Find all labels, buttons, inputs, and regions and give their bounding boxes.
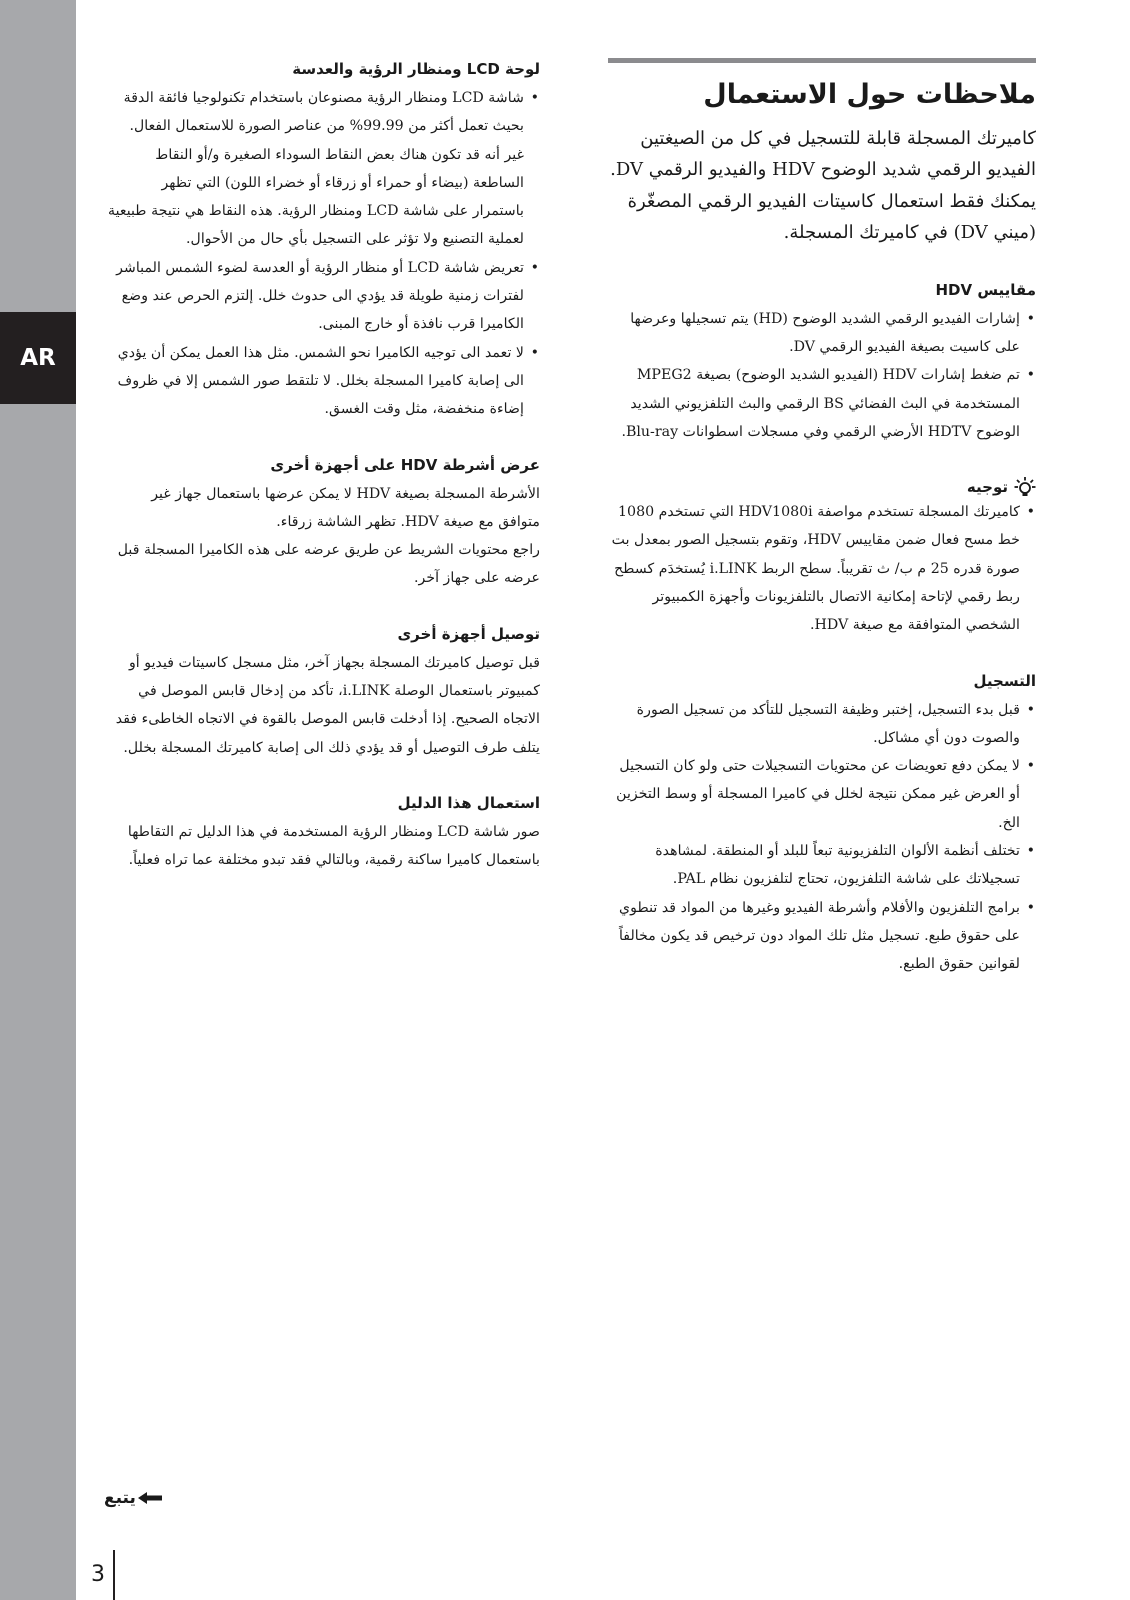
manual-paragraph: صور شاشة LCD ومنظار الرؤية المستخدمة في هذا الدليل تم التقاطها باستعمال كاميرا ساكنة رقمية، وبالتالي فقد تبدو مختلفة عما تراه فعلياً. xyxy=(127,823,540,869)
recording-list xyxy=(608,696,1036,979)
list-item: • تم ضغط إشارات HDV (الفيديو الشديد الوضوح) بصيغة MPEG2 المستخدمة في البث الفضائي BS الرقمي والبث التلفزيوني الشديد الوضوح HDTV الأرضي الرقمي وفي مسجلات اسطوانات Blu-ray. xyxy=(608,361,1036,446)
playback-paragraph-2: راجع محتويات الشريط عن طريق عرضه على هذه الكاميرا المسجلة قبل عرضه على جهاز آخر. xyxy=(117,542,540,587)
connecting-paragraph: قبل توصيل كاميرتك المسجلة بجهاز آخر، مثل مسجل كاسيتات فيديو أو كمبيوتر باستعمال الوصلة i.LINK، تأكد من إدخال قابس الموصل في الاتجاه الصحيح. إذا أدخلت قابس الموصل بالقوة في الاتجاه الخاطىء فقد يتلف طرف التوصيل أو قد يؤدي ذلك الى إصابة كاميرتك المسجلة بخلل. xyxy=(115,654,540,756)
lcd-continuation: غير أنه قد تكون هناك بعض النقاط السوداء الصغيرة و/أو النقاط الساطعة (بيضاء أو حمراء أو زرقاء أو خضراء اللون) التي تظهر باستمرار على شاشة LCD ومنظار الرؤية. هذه النقاط هي نتيجة طبيعية لعملية التصنيع ولا تؤثر على التسجيل بأي حال من الأحوال. xyxy=(108,146,524,248)
hdv-formats-heading: مقاييس HDV xyxy=(935,280,1036,299)
title-rule xyxy=(608,58,1036,63)
lcd-list xyxy=(108,84,540,141)
left-column xyxy=(108,58,540,875)
list-item: • برامج التلفزيون والأفلام وأشرطة الفيديو وغيرها من المواد قد تنطوي على حقوق طبع. تسجيل مثل تلك المواد دون ترخيص قد يكون مخالفاً لقوانين حقوق الطبع. xyxy=(608,894,1036,979)
list-item: • لا تعمد الى توجيه الكاميرا نحو الشمس. مثل هذا العمل يمكن أن يؤدي الى إصابة كاميرا المسجلة بخلل. لا تلتقط صور الشمس إلا في ظروف إضاءة منخفضة، مثل وقت الغسق. xyxy=(108,339,540,424)
continue-label: يتبع xyxy=(104,1488,136,1508)
hdv-formats-list xyxy=(608,305,1036,446)
list-item: • تعريض شاشة LCD أو منظار الرؤية أو العدسة لضوء الشمس المباشر لفترات زمنية طويلة قد يؤدي الى حدوث خلل. إلتزم الحرص عند وضع الكاميرا قرب نافذة أو خارج المبنى. xyxy=(108,254,540,339)
lightbulb-icon xyxy=(1014,476,1036,498)
playback-paragraph: الأشرطة المسجلة بصيغة HDV لا يمكن عرضها باستعمال جهاز غير متوافق مع صيغة HDV. تظهر الشاشة زرقاء. xyxy=(151,485,540,530)
tip-heading: توجيه xyxy=(966,478,1008,497)
left-margin-bar xyxy=(0,0,76,1600)
connecting-heading: توصيل أجهزة أخرى xyxy=(397,624,540,643)
lcd-list-more xyxy=(108,254,540,424)
intro-paragraph: كاميرتك المسجلة قابلة للتسجيل في كل من الصيغتين الفيديو الرقمي شديد الوضوح HDV والفيديو الرقمي DV. يمكنك فقط استعمال كاسيتات الفيديو الرقمي المصغّرة (ميني DV) في كاميرتك المسجلة. xyxy=(610,128,1036,244)
tip-heading-row xyxy=(608,476,1036,498)
lcd-heading: لوحة LCD ومنظار الرؤية والعدسة xyxy=(292,60,540,78)
arrow-left-icon xyxy=(138,1492,162,1504)
language-tab: AR xyxy=(0,312,76,404)
list-item: • كاميرتك المسجلة تستخدم مواصفة HDV1080i التي تستخدم 1080 خط مسح فعال ضمن مقاييس HDV، وتقوم بتسجيل الصور بمعدل بت صورة قدره 25 م ب/ ث تقريباً. سطح الربط i.LINK يُستخدَم كسطح ربط رقمي لإتاحة إمكانية الاتصال بالتلفزيونات وأجهزة الكمبيوتر الشخصي المتوافقة مع صيغة HDV. xyxy=(608,498,1036,639)
list-item: • شاشة LCD ومنظار الرؤية مصنوعان باستخدام تكنولوجيا فائقة الدقة بحيث تعمل أكثر من 99.99% من عناصر الصورة للاستعمال الفعال. xyxy=(108,84,540,141)
list-item: • تختلف أنظمة الألوان التلفزيونية تبعاً للبلد أو المنطقة. لمشاهدة تسجيلاتك على شاشة التلفزيون، تحتاج لتلفزيون نظام PAL. xyxy=(608,837,1036,894)
list-item: • لا يمكن دفع تعويضات عن محتويات التسجيلات حتى ولو كان التسجيل أو العرض غير ممكن نتيجة لخلل في كاميرا المسجلة أو وسط التخزين الخ. xyxy=(608,752,1036,837)
page-number: 3 xyxy=(91,1562,105,1587)
list-item: • قبل بدء التسجيل، إختبر وظيفة التسجيل للتأكد من تسجيل الصورة والصوت دون أي مشاكل. xyxy=(608,696,1036,753)
continue-indicator xyxy=(104,1488,162,1508)
page-number-rule xyxy=(113,1550,115,1600)
playback-heading: عرض أشرطة HDV على أجهزة أخرى xyxy=(270,455,540,474)
tip-list xyxy=(608,498,1036,639)
right-column xyxy=(608,58,1036,979)
recording-heading: التسجيل xyxy=(973,671,1036,690)
page-title: ملاحظات حول الاستعمال xyxy=(703,79,1036,110)
manual-heading: استعمال هذا الدليل xyxy=(397,793,540,812)
list-item: • إشارات الفيديو الرقمي الشديد الوضوح (HD) يتم تسجيلها وعرضها على كاسيت بصيغة الفيديو الرقمي DV. xyxy=(608,305,1036,362)
